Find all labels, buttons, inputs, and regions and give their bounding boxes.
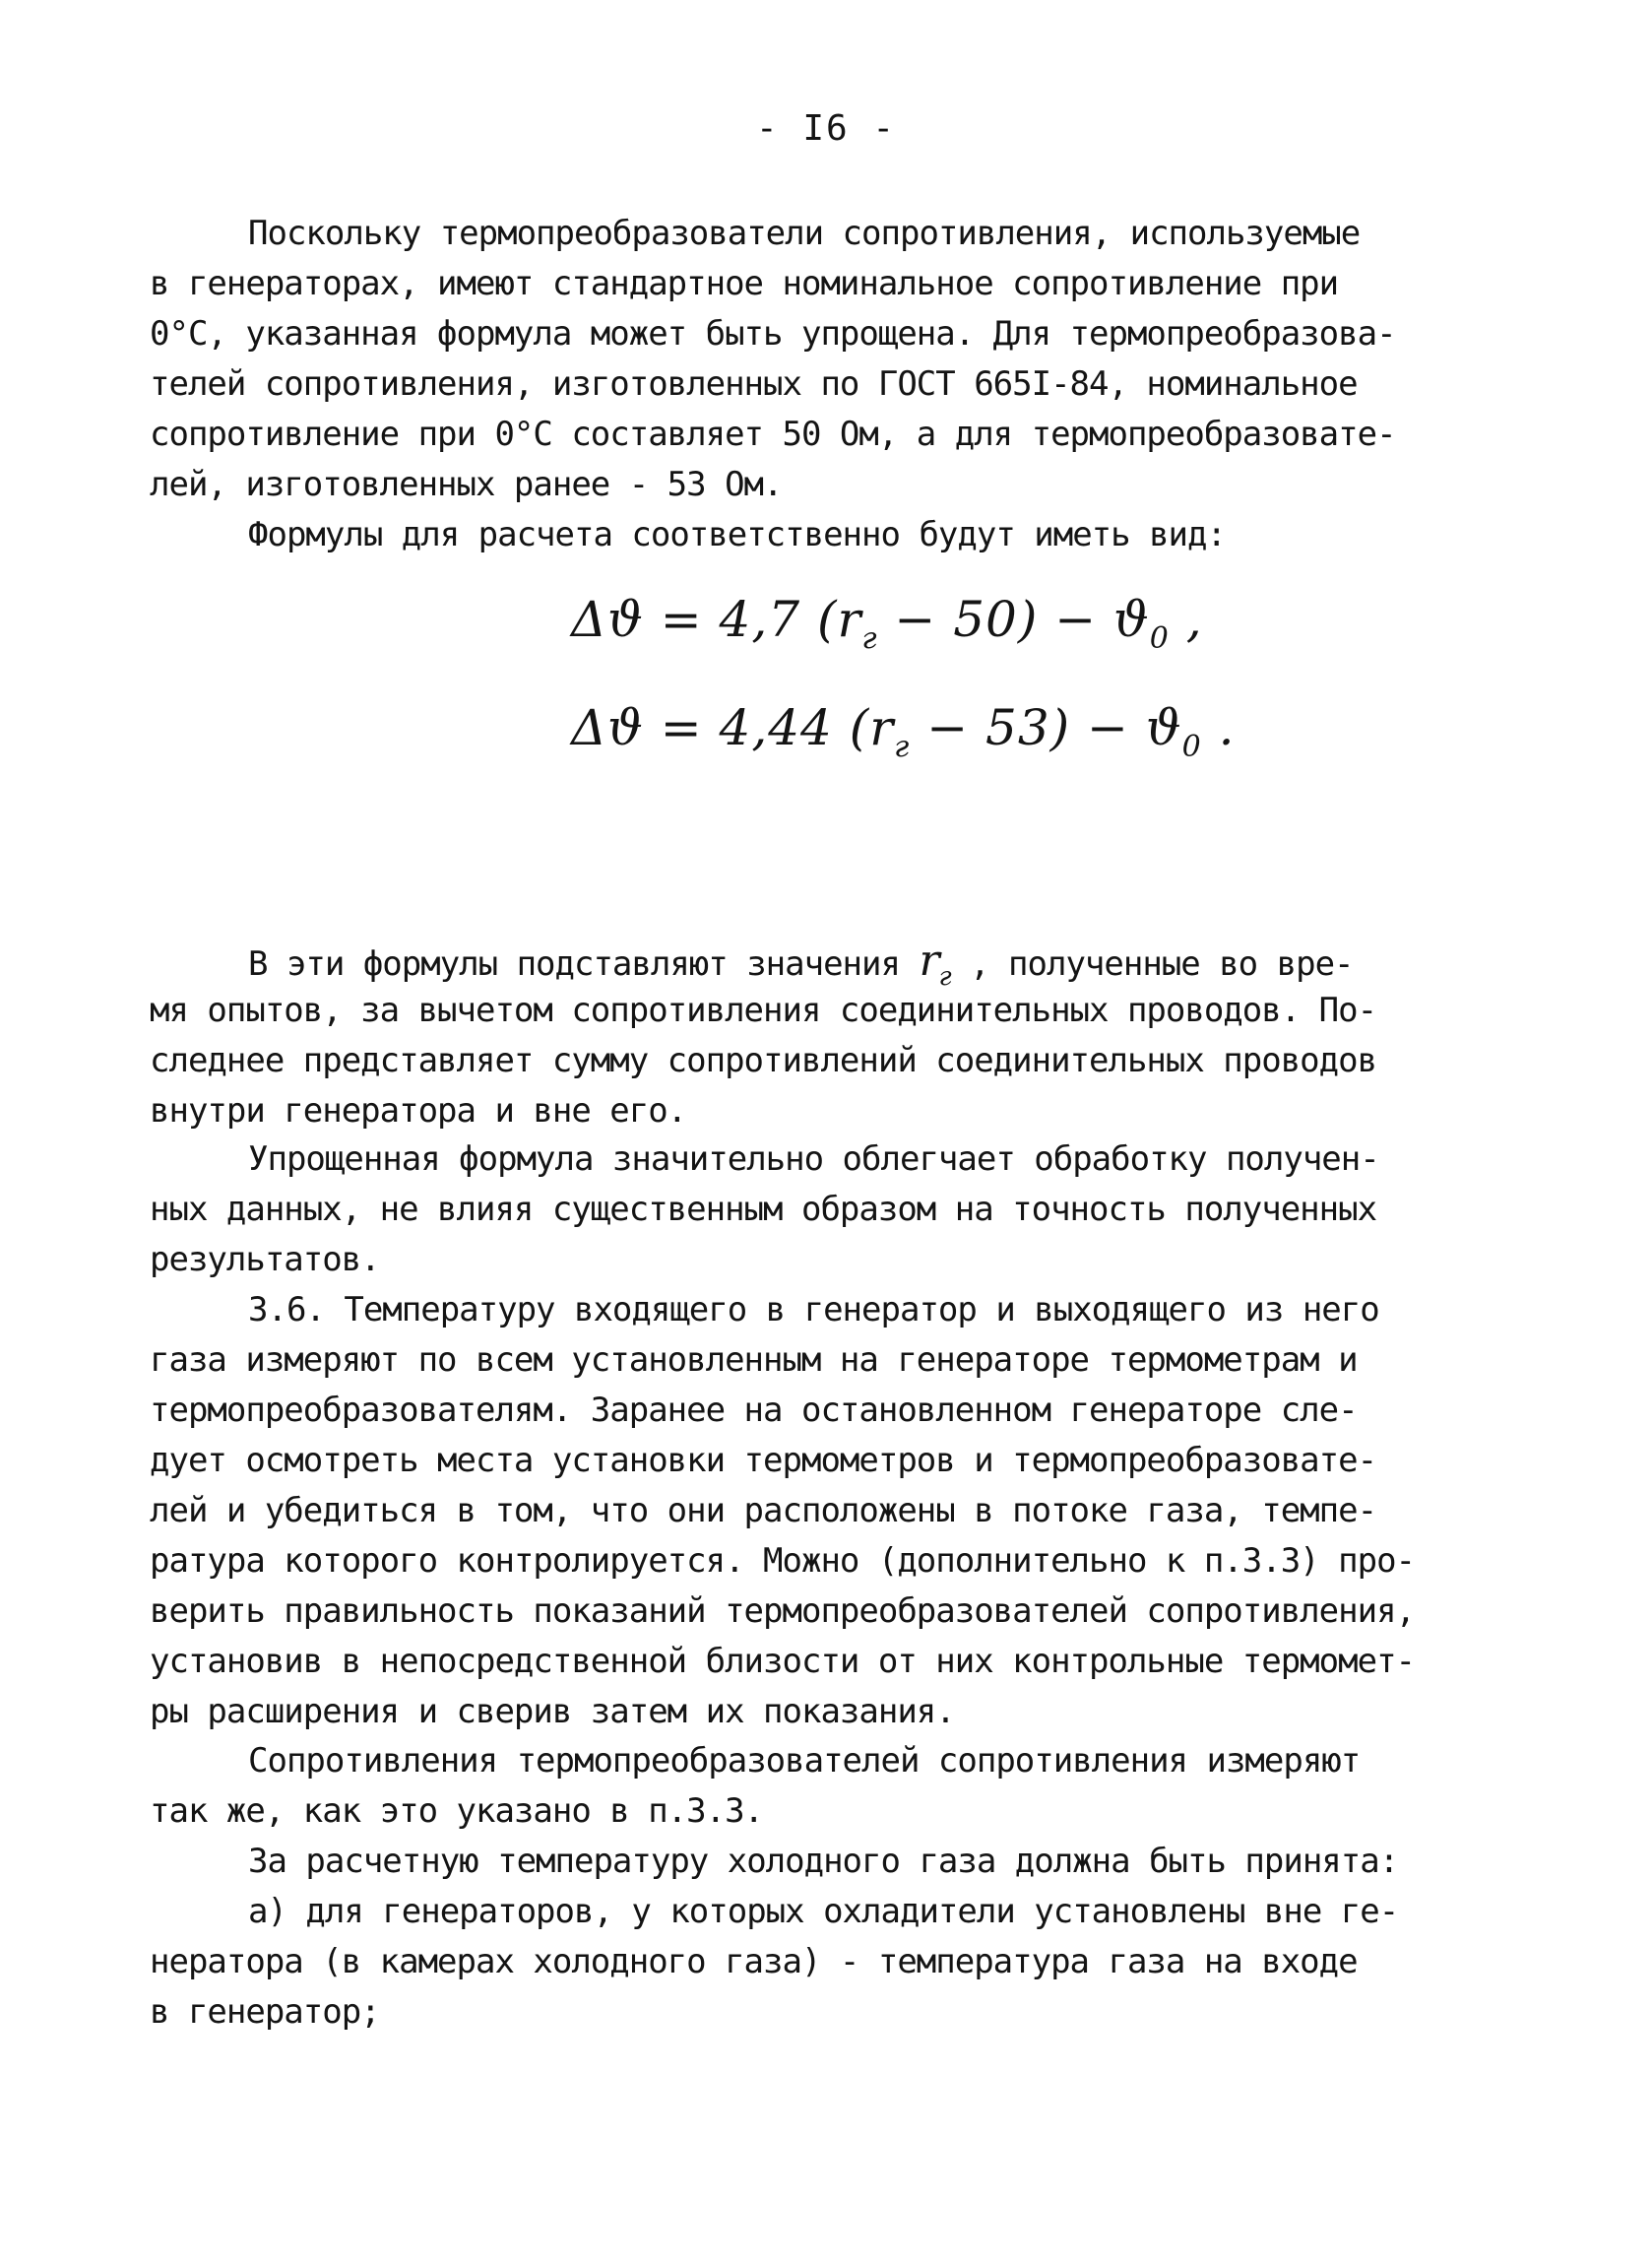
text-line: Упрощенная формула значительно облегчает обработку получен- bbox=[248, 1139, 1379, 1179]
paragraph-item-a bbox=[150, 1887, 1508, 2038]
text-line: Сопротивления термопреобразователей сопротивления измеряют bbox=[248, 1741, 1361, 1781]
text-line bbox=[150, 936, 1508, 992]
text-line: мя опытов, за вычетом сопротивления соединительных проводов. По- bbox=[150, 991, 1377, 1030]
formula-subscript: 0 bbox=[1181, 730, 1202, 764]
text-line: следнее представляет сумму сопротивлений соединительных проводов bbox=[150, 1041, 1377, 1080]
text-line: ных данных, не влияя существенным образом на точность полученных bbox=[150, 1190, 1377, 1229]
variable-r-g bbox=[919, 936, 951, 992]
text-line: а) для генераторов, у которых охладители установлены вне ге- bbox=[248, 1892, 1399, 1931]
text-line: внутри генератора и вне его. bbox=[150, 1091, 687, 1131]
paragraph-section-3-6 bbox=[150, 1285, 1508, 1737]
text-segment: , полученные во вре- bbox=[950, 944, 1354, 984]
text-line: телей сопротивления, изготовленных по ГОСТ 665I-84, номинальное bbox=[150, 364, 1358, 404]
formula-part: − 53) − ϑ bbox=[910, 699, 1182, 756]
paragraph-cold-gas-temperature bbox=[150, 1837, 1508, 1887]
formula-part: Δϑ = 4,7 (r bbox=[571, 591, 862, 648]
text-line: За расчетную температуру холодного газа должна быть принята: bbox=[248, 1842, 1399, 1881]
text-line: сопротивление при 0°С составляет 50 Ом, а для термопреобразовате- bbox=[150, 415, 1396, 454]
formula-part: Δϑ = 4,44 (r bbox=[571, 699, 895, 756]
formula-53-ohm bbox=[571, 699, 1235, 764]
text-line: Формулы для расчета соответственно будут иметь вид: bbox=[248, 515, 1226, 554]
text-line: газа измеряют по всем установленным на генераторе термометрам и bbox=[150, 1340, 1358, 1380]
variable-subscript: г bbox=[938, 962, 951, 992]
formula-subscript: 0 bbox=[1149, 621, 1170, 656]
text-line: так же, как это указано в п.3.3. bbox=[150, 1791, 764, 1831]
text-line: 0°С, указанная формула может быть упрощена. Для термопреобразова- bbox=[150, 314, 1396, 354]
text-line: ры расширения и сверив затем их показания. bbox=[150, 1692, 955, 1731]
formula-subscript: г bbox=[894, 730, 911, 764]
text-line: лей и убедиться в том, что они расположены в потоке газа, темпе- bbox=[150, 1491, 1377, 1530]
page-number: - I6 - bbox=[755, 108, 897, 149]
text-line: ратура которого контролируется. Можно (дополнительно к п.3.3) про- bbox=[150, 1541, 1416, 1581]
text-segment: В эти формулы подставляют значения bbox=[248, 944, 920, 984]
formula-part: . bbox=[1201, 699, 1236, 756]
variable-symbol: r bbox=[919, 936, 939, 986]
text-line: 3.6. Температуру входящего в генератор и выходящего из него bbox=[248, 1290, 1379, 1329]
text-line: верить правильность показаний термопреобразователей сопротивления, bbox=[150, 1591, 1416, 1631]
text-line: дует осмотреть места установки термометров и термопреобразовате- bbox=[150, 1441, 1377, 1480]
text-line: результатов. bbox=[150, 1240, 380, 1279]
text-line: Поскольку термопреобразователи сопротивления, используемые bbox=[248, 214, 1361, 253]
formula-50-ohm bbox=[571, 591, 1203, 656]
formula-part: − 50) − ϑ bbox=[877, 591, 1150, 648]
text-line: в генератор; bbox=[150, 1992, 380, 2032]
text-line: термопреобразователям. Заранее на остановленном генераторе сле- bbox=[150, 1391, 1358, 1430]
formula-part: , bbox=[1169, 591, 1203, 648]
paragraph-formulas-intro bbox=[150, 510, 1508, 560]
paragraph-nominal-resistance bbox=[150, 209, 1508, 510]
formula-subscript: г bbox=[861, 621, 878, 656]
text-line: установив в непосредственной близости от них контрольные термомет- bbox=[150, 1642, 1416, 1681]
text-line: нератора (в камерах холодного газа) - температура газа на входе bbox=[150, 1942, 1358, 1981]
text-line: лей, изготовленных ранее - 53 Ом. bbox=[150, 465, 783, 504]
text-line: в генераторах, имеют стандартное номинальное сопротивление при bbox=[150, 264, 1339, 303]
paragraph-substitution bbox=[150, 936, 1508, 1136]
paragraph-resistance-measurement bbox=[150, 1736, 1508, 1837]
paragraph-simplified-formula bbox=[150, 1134, 1508, 1285]
